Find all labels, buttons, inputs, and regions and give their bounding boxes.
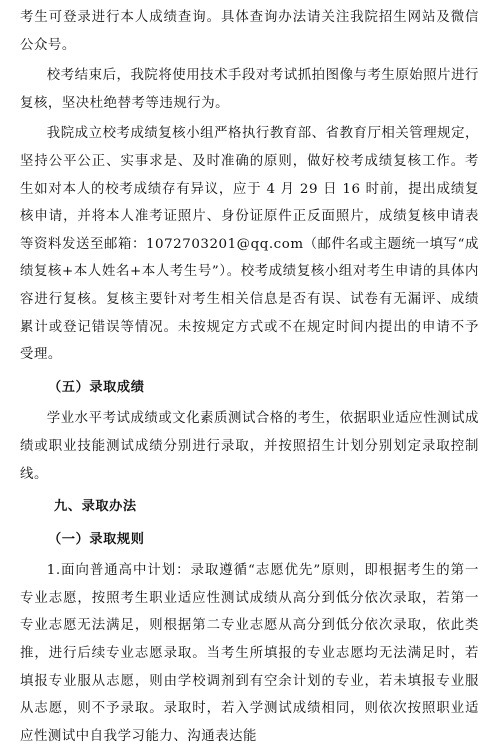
paragraph-admission-rules: 1.面向普通高中计划：录取遵循“志愿优先”原则，即根据考生的第一专业志愿，按照考生职业适应性测试成绩从高分到低分依次录取，若第一专业志愿无法满足，则根据第二专业志愿从高分到低分依次录取，依此类推，进行后续专业志愿录取。当考生所填报的专业志愿均无法满足时，若填报专业服从志愿，则由学校调剂到有空余计划的专业，若未填报专业服从志愿，则不予录取。录取时，若入学测试成绩相同，则依次按照职业适应性测试中自我学习能力、沟通表达能	[20, 563, 479, 744]
section-heading-admission-method: 九、录取办法	[54, 499, 137, 515]
paragraph-score-query: 考生可登录进行本人成绩查询。具体查询办法请关注我院招生网站及微信公众号。	[20, 10, 479, 53]
section-heading-admission-scores: （五）录取成绩	[48, 379, 145, 395]
paragraph-score-recheck: 我院成立校考成绩复核小组严格执行教育部、省教育厅相关管理规定，坚持公平公正、实事求是、及时准确的原则，做好校考成绩复核工作。考生如对本人的校考成绩存有异议，应于 4 月 29 日 16 时前，提出成绩复核申请，并将本人准考证照片、身份证原件正反面照片，成绩复核申请表等资料发送至邮箱：1072703201@qq.com（邮件名或主题统一填写“成绩复核+本人姓名+本人考生号”）。校考成绩复核小组对考生申请的具体内容进行复核。复核主要针对考生相关信息是否有误、试卷有无漏评、成绩累计或登记错误等情况。未按规定方式或不在规定时间内提出的申请不予受理。	[20, 126, 479, 363]
paragraph-photo-review: 校考结束后，我院将使用技术手段对考试抓拍图像与考生原始照片进行复核，坚决杜绝替考等违规行为。	[20, 68, 479, 111]
section-heading-admission-rules: （一）录取规则	[48, 531, 145, 547]
paragraph-admission-scores: 学业水平考试成绩或文化素质测试合格的考生，依据职业适应性测试成绩或职业技能测试成绩分别进行录取，并按照招生计划分别划定录取控制线。	[20, 411, 479, 482]
